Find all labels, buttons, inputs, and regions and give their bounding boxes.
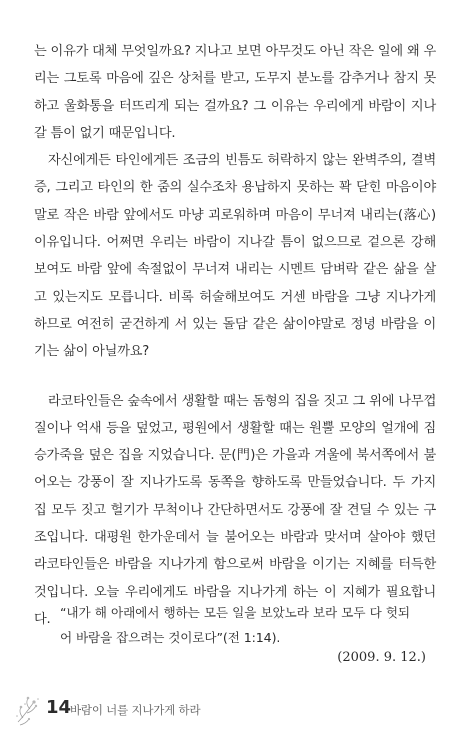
paragraph-continuation: 는 이유가 대체 무엇일까요? 지나고 보면 아무것도 아닌 작은 일에 왜 우리는 그토록 마음에 깊은 상처를 받고, 도무지 분노를 감추거나 참지 못하고 울화통을 터뜨리게 되는 걸까요? 그 이유는 우리에게 바람이 지나갈 틈이 없기 때문입니다. (34, 44, 436, 141)
body-text (34, 38, 436, 633)
essay-date: (2009. 9. 12.) (337, 650, 426, 665)
paragraph-lakota: 라코타인들은 숲속에서 생활할 때는 돔형의 집을 짓고 그 위에 나무껍질이나 억새 등을 덮었고, 평원에서 생활할 때는 원뿔 모양의 얼개에 짐승가죽을 덮은 집을 지었습니다. 문(門)은 가을과 겨울에 북서쪽에서 불어오는 강풍이 잘 지나가도록 동쪽을 향하도록 만들었습니다. 두 가지 집 모두 짓고 헐기가 무척이나 간단하면서도 강풍에 잘 견딜 수 있는 구조입니다. 대평원 한가운데서 늘 불어오는 바람과 맞서며 살아야 했던 라코타인들은 바람을 지나가게 함으로써 바람을 이기는 지혜를 터득한 것입니다. 오늘 우리에게도 바람을 지나가게 하는 이 지혜가 필요합니다. (34, 393, 436, 627)
running-title: 바람이 너를 지나가게 하라 (70, 703, 201, 717)
page-footer (14, 692, 314, 728)
page-number: 14 (46, 697, 72, 718)
paragraph-perfectionism: 자신에게든 타인에게든 조금의 빈틈도 허락하지 않는 완벽주의, 결벽증, 그리고 타인의 한 줌의 실수조차 용납하지 못하는 꽉 닫힌 마음이야말로 작은 바람 앞에서도 마냥 괴로워하며 마음이 무너져 내리는(落心) 이유입니다. 어쩌면 우리는 바람이 지나갈 틈이 없으므로 겉으론 강해 보여도 바람 앞에 속절없이 무너져 내리는 시멘트 담벼락 같은 삶을 살고 있는지도 모릅니다. 비록 허술해보여도 거센 바람을 그냥 지나가게 하므로 여전히 굳건하게 서 있는 돌담 같은 삶이야말로 정녕 바람을 이기는 삶이 아닐까요? (34, 153, 436, 360)
scripture-quote: “내가 해 아래에서 행하는 모든 일을 보았노라 보라 모두 다 헛되어 바람을 잡으려는 것이로다”(전 1:14). (60, 605, 410, 645)
